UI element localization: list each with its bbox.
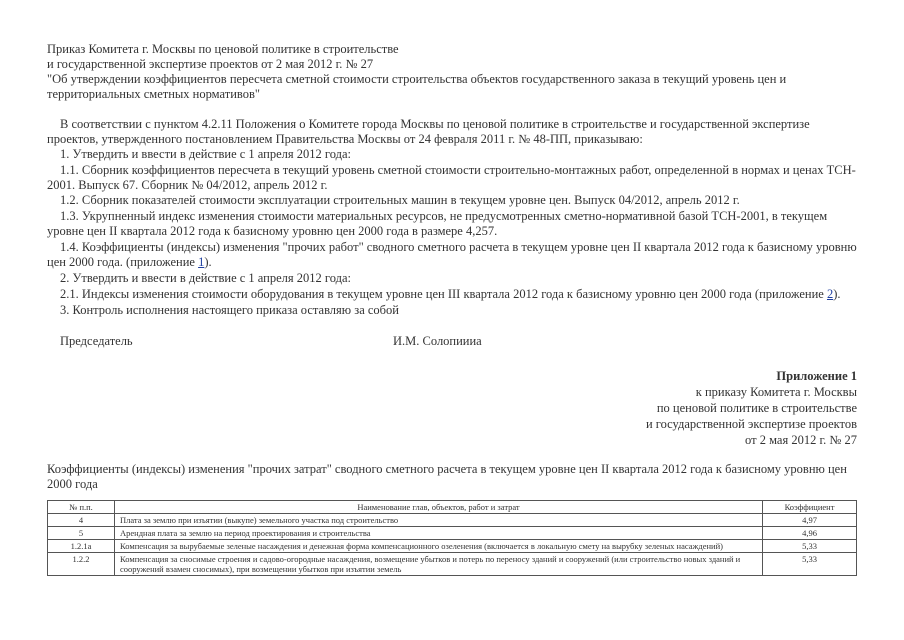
table-caption-line-1: Коэффициенты (индексы) изменения "прочих затрат" сводного сметного расчета в текущем уровне цен II квартала 2012 года к базисному уровню цен: [47, 462, 847, 476]
paragraph-1-4-line-1: 1.4. Коэффициенты (индексы) изменения "прочих работ" сводного сметного расчета в текущем уровне цен II квартала 2012 года к базисному уровню: [60, 240, 857, 254]
paragraph-3: 3. Контроль исполнения настоящего приказа оставляю за собой: [60, 303, 399, 317]
table-header-row: [48, 501, 857, 514]
row-coefficient: 4,96: [763, 527, 857, 540]
paragraph-1-4-line-2: [47, 255, 212, 270]
order-header-line-2: и государственной экспертизе проектов от 2 мая 2012 г. № 27: [47, 57, 374, 71]
signature-name: И.М. Солопиииа: [393, 334, 482, 348]
paragraph-2: 2. Утвердить и ввести в действие с 1 апреля 2012 года:: [60, 271, 351, 285]
paragraph-1-1-line-1: 1.1. Сборник коэффициентов пересчета в текущий уровень сметной стоимости строительно-монтажных работ, определенной в нормах и ценах ТСН-: [60, 163, 856, 177]
row-name: Плата за землю при изъятии (выкупе) земельного участка под строительство: [115, 514, 763, 527]
paragraph-1-1-line-2: 2001. Выпуск 67. Сборник № 04/2012, апрель 2012 г.: [47, 178, 328, 192]
order-title-line-2: территориальных сметных нормативов": [47, 87, 260, 101]
paragraph-1-3-line-1: 1.3. Укрупненный индекс изменения стоимости материальных ресурсов, не предусмотренных сметно-нормативной базой ТСН-2001, в текущем: [60, 209, 828, 223]
appendix-line-1: к приказу Комитета г. Москвы: [695, 385, 857, 399]
paragraph-1-2: 1.2. Сборник показателей стоимости эксплуатации строительных машин в текущем уровне цен. Выпуск 04/2012, апрель 2012 г.: [60, 193, 740, 207]
paragraph-2-1: [60, 287, 841, 302]
row-coefficient: 5,33: [763, 540, 857, 553]
order-title-line-1: "Об утверждении коэффициентов пересчета сметной стоимости строительства объектов государственного заказа в текущий уровень цен и: [47, 72, 787, 86]
paragraph-1-4-text: цен 2000 года. (приложение: [47, 255, 199, 269]
appendix-line-3: и государственной экспертизе проектов: [645, 417, 857, 431]
row-number: 1.2.2: [48, 553, 115, 576]
appendix-title: Приложение 1: [776, 369, 857, 383]
coefficients-table: [47, 500, 857, 576]
order-header-line-1: Приказ Комитета г. Москвы по ценовой политике в строительстве: [47, 42, 399, 56]
signature-role: Председатель: [60, 334, 133, 348]
row-number: 1.2.1а: [48, 540, 115, 553]
appendix-1-link[interactable]: 1: [198, 255, 205, 269]
paragraph-1-4-end: ).: [204, 255, 212, 269]
header-coefficient: Коэффициент: [763, 501, 857, 514]
table-caption-line-2: 2000 года: [47, 477, 98, 491]
table-row: [48, 540, 857, 553]
intro-line-1: В соответствии с пунктом 4.2.11 Положения о Комитете города Москвы по ценовой политике в строительстве и государственной экспертизе: [60, 117, 810, 131]
header-number: № п.п.: [48, 501, 115, 514]
appendix-2-link[interactable]: 2: [826, 287, 834, 301]
paragraph-1: 1. Утвердить и ввести в действие с 1 апреля 2012 года:: [60, 147, 351, 161]
paragraph-2-1-text: 2.1. Индексы изменения стоимости оборудования в текущем уровне цен III квартала 2012 года к базисному уровню цен 2000 года (приложение: [60, 287, 827, 301]
appendix-line-2: по ценовой политике в строительстве: [656, 401, 857, 415]
header-name: Наименование глав, объектов, работ и затрат: [115, 501, 763, 514]
row-coefficient: 5,33: [763, 553, 857, 576]
row-name: Компенсация за вырубаемые зеленые насаждения и денежная форма компенсационного озеленения (включается в локальную смету на вырубку зеленых насаждений): [115, 540, 763, 553]
table-row: [48, 527, 857, 540]
paragraph-2-1-end: ).: [833, 287, 841, 301]
row-number: 4: [48, 514, 115, 527]
row-coefficient: 4,97: [763, 514, 857, 527]
paragraph-1-3-line-2: уровне цен II квартала 2012 года к базисному уровню цен 2000 года в размере 4,257.: [47, 224, 498, 238]
table-row: [48, 514, 857, 527]
row-name: Арендная плата за землю на период проектирования и строительства: [115, 527, 763, 540]
row-name: Компенсация за сносимые строения и садово-огородные насаждения, возмещение убытков и потерь по переносу зданий и сооружений (или строительство новых зданий и сооружений взамен сносимых), при возмещении убытков при изъятии земель: [115, 553, 763, 576]
appendix-line-4: от 2 мая 2012 г. № 27: [745, 433, 857, 447]
row-number: 5: [48, 527, 115, 540]
table-row: [48, 553, 857, 576]
intro-line-2: проектов, утвержденного постановлением Правительства Москвы от 24 февраля 2011 г. № 48-ПП, приказываю:: [47, 132, 643, 146]
